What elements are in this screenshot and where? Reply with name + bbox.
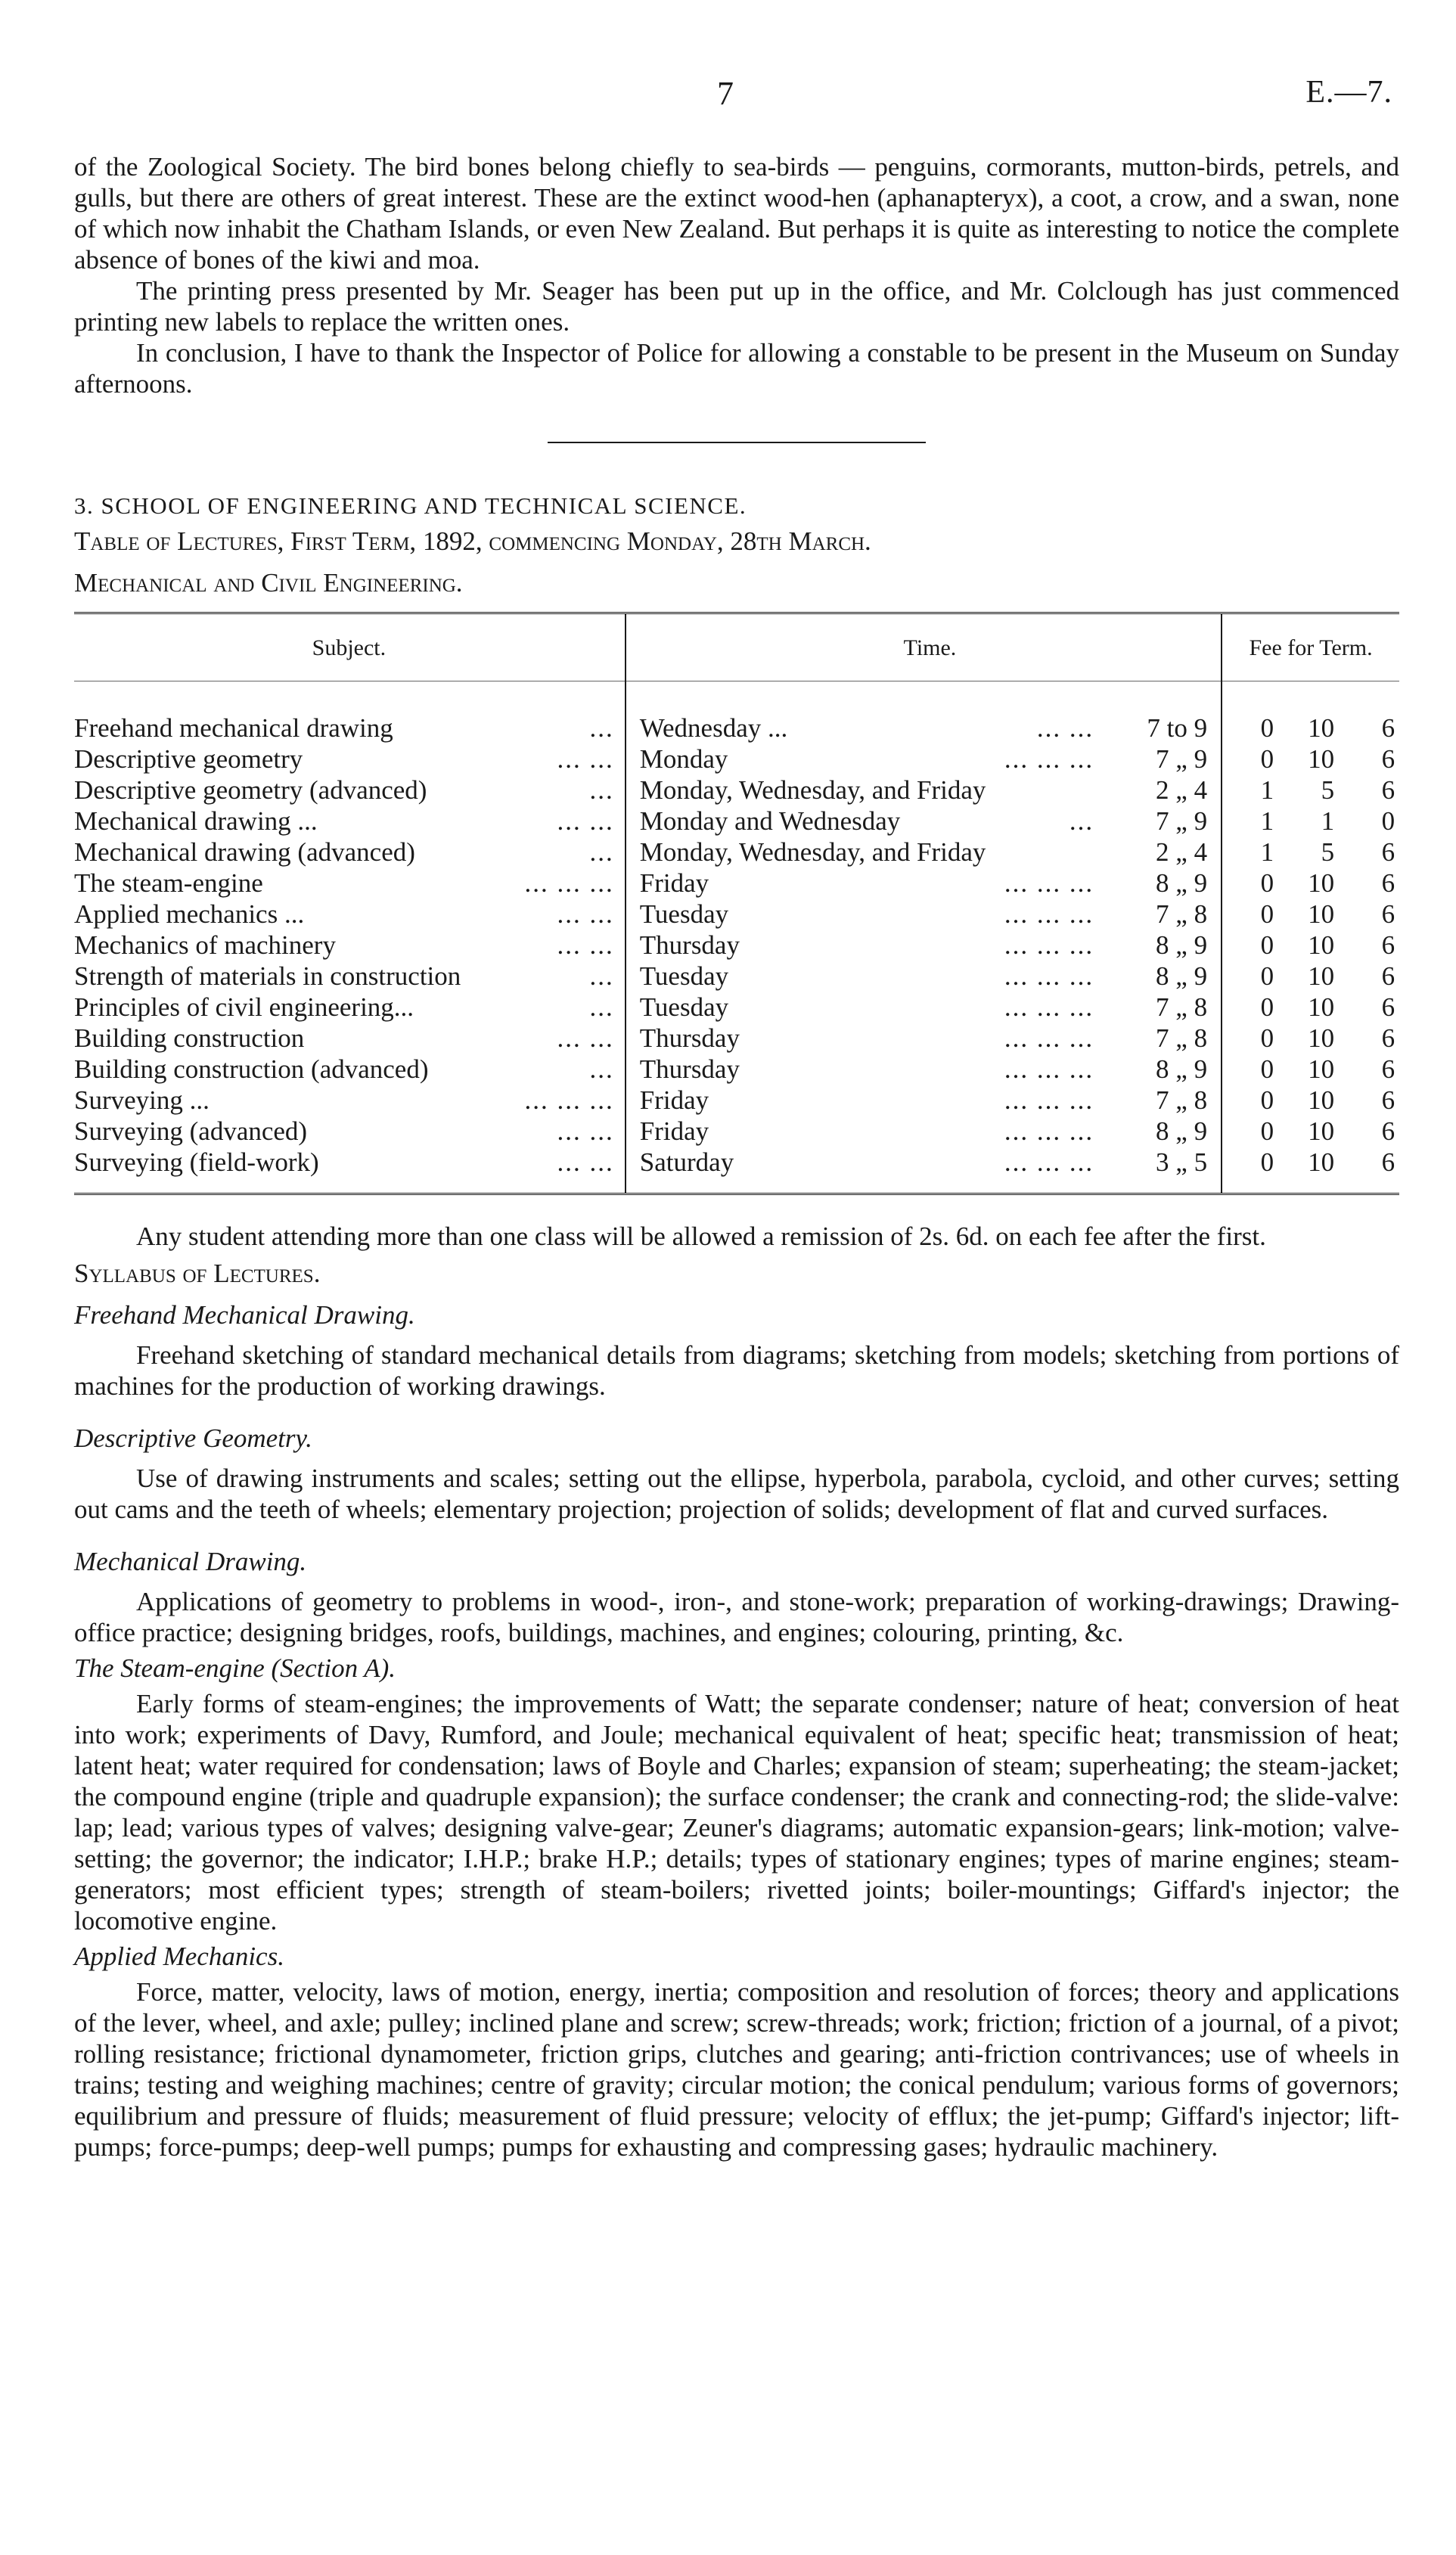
row-hours: 8 „ 9 bbox=[1156, 930, 1208, 960]
leader-dots: ... ... ... bbox=[1004, 1054, 1094, 1084]
fee-pounds: 1 bbox=[1260, 775, 1274, 805]
row-day: Monday and Wednesday bbox=[639, 806, 901, 836]
row-hours: 7 „ 8 bbox=[1156, 992, 1208, 1022]
fee-shillings: 10 bbox=[1308, 1054, 1335, 1084]
row-hours: 2 „ 4 bbox=[1156, 775, 1208, 805]
fee-pence: 6 bbox=[1381, 744, 1395, 774]
section-title: 3. SCHOOL OF ENGINEERING AND TECHNICAL SCIENCE. bbox=[74, 492, 747, 519]
row-subject: Mechanical drawing ... bbox=[74, 806, 318, 836]
fee-pence: 6 bbox=[1381, 1054, 1395, 1084]
intro-paragraph: In conclusion, I have to thank the Inspector of Police for allowing a constable to be present in the Museum on Sunday afternoons. bbox=[74, 338, 1399, 399]
leader-dots: ... ... ... bbox=[1004, 1023, 1094, 1053]
lectures-table bbox=[74, 612, 1399, 1195]
fee-pounds: 0 bbox=[1260, 1054, 1274, 1084]
fee-shillings: 10 bbox=[1308, 1085, 1335, 1115]
table-row bbox=[74, 992, 1399, 1023]
row-hours: 7 „ 9 bbox=[1156, 806, 1208, 836]
row-subject: Mechanical drawing (advanced) bbox=[74, 837, 415, 867]
table-row bbox=[74, 1116, 1399, 1147]
fee-pence: 6 bbox=[1381, 961, 1395, 991]
syllabus-text: Use of drawing instruments and scales; setting out the ellipse, hyperbola, parabola, cycloid, and other curves; setting out cams and the teeth of wheels; elementary projection; projection of solids; development of flat and curved surfaces. bbox=[74, 1464, 1399, 1524]
row-subject: Surveying ... bbox=[74, 1085, 210, 1115]
syllabus-heading: Descriptive Geometry. bbox=[74, 1423, 312, 1453]
leader-dots: ... bbox=[589, 992, 614, 1022]
leader-dots: ... ... ... bbox=[1004, 992, 1094, 1022]
row-day: Monday, Wednesday, and Friday bbox=[639, 775, 986, 805]
fee-pence: 6 bbox=[1381, 1085, 1395, 1115]
leader-dots: ... ... bbox=[557, 899, 614, 929]
row-fee bbox=[1222, 837, 1395, 868]
row-fee bbox=[1222, 806, 1395, 837]
remission-note: Any student attending more than one class will be allowed a remission of 2s. 6d. on each fee after the first. bbox=[136, 1222, 1266, 1251]
row-fee bbox=[1222, 712, 1395, 744]
fee-shillings: 10 bbox=[1308, 930, 1335, 960]
row-subject: Building construction bbox=[74, 1023, 305, 1053]
fee-pounds: 0 bbox=[1260, 1085, 1274, 1115]
fee-shillings: 10 bbox=[1308, 899, 1335, 929]
row-day: Friday bbox=[639, 868, 709, 898]
page-content bbox=[74, 151, 1399, 2162]
row-subject: Descriptive geometry bbox=[74, 744, 303, 774]
fee-pence: 6 bbox=[1381, 899, 1395, 929]
page-number: 7 bbox=[717, 75, 734, 112]
row-fee bbox=[1222, 1116, 1395, 1147]
fee-pounds: 1 bbox=[1260, 806, 1274, 836]
leader-dots: ... bbox=[589, 837, 614, 867]
syllabus-title: Syllabus of Lectures. bbox=[74, 1259, 321, 1288]
row-hours: 3 „ 5 bbox=[1156, 1147, 1208, 1177]
syllabus-text: Freehand sketching of standard mechanical details from diagrams; sketching from models; sketching from portions of machines for the production of working drawings. bbox=[74, 1340, 1399, 1401]
row-subject: The steam-engine bbox=[74, 868, 263, 898]
fee-pounds: 0 bbox=[1260, 899, 1274, 929]
fee-pence: 6 bbox=[1381, 1147, 1395, 1177]
fee-pounds: 0 bbox=[1260, 1116, 1274, 1146]
leader-dots: ... ... ... bbox=[524, 1085, 614, 1115]
row-fee bbox=[1222, 1023, 1395, 1054]
table-row bbox=[74, 806, 1399, 837]
row-hours: 8 „ 9 bbox=[1156, 868, 1208, 898]
document-code: E.—7. bbox=[1305, 75, 1392, 110]
row-fee bbox=[1222, 744, 1395, 775]
leader-dots: ... bbox=[1069, 806, 1094, 836]
fee-pence: 6 bbox=[1381, 1023, 1395, 1053]
intro-paragraph: of the Zoological Society. The bird bones belong chiefly to sea-birds — penguins, cormorants, mutton-birds, petrels, and gulls, but there are others of great interest. These are the extinct wood-hen (aphanapteryx), a coot, a crow, and a swan, none of which now inhabit the Chatham Islands, or even New Zealand. But perhaps it is quite as interesting to notice the complete absence of bones of the kiwi and moa. bbox=[74, 152, 1399, 275]
row-fee bbox=[1222, 899, 1395, 930]
leader-dots: ... ... bbox=[557, 744, 614, 774]
syllabus-heading: The Steam-engine (Section A). bbox=[74, 1653, 396, 1683]
table-row bbox=[74, 744, 1399, 775]
fee-pounds: 1 bbox=[1260, 837, 1274, 867]
fee-pounds: 0 bbox=[1260, 868, 1274, 898]
row-day: Thursday bbox=[639, 1054, 740, 1084]
row-subject: Principles of civil engineering... bbox=[74, 992, 414, 1022]
syllabus-text: Force, matter, velocity, laws of motion, energy, inertia; composition and resolution of forces; theory and applications of the lever, wheel, and axle; pulley; inclined plane and screw; screw-threads; work; friction; friction of a journal, of a pivot; rolling resistance; frictional dynamometer, friction grips, clutches and gearing; anti-friction contrivances; use of wheels in trains; testing and weighing machines; centre of gravity; circular motion; the conical pendulum; various forms of governors; equilibrium and pressure of fluids; measurement of fluid pressure; velocity of efflux; the jet-pump; Giffard's injector; lift-pumps; force-pumps; deep-well pumps; pumps for exhausting and compressing gases; hydraulic machinery. bbox=[74, 1977, 1399, 2162]
leader-dots: ... bbox=[589, 1054, 614, 1084]
leader-dots: ... bbox=[589, 961, 614, 991]
leader-dots: ... ... ... bbox=[1004, 961, 1094, 991]
fee-pence: 6 bbox=[1381, 1116, 1395, 1146]
fee-pounds: 0 bbox=[1260, 1023, 1274, 1053]
table-row bbox=[74, 899, 1399, 930]
table-row bbox=[74, 1023, 1399, 1054]
row-subject: Applied mechanics ... bbox=[74, 899, 305, 929]
table-row bbox=[74, 1085, 1399, 1116]
row-subject: Mechanics of machinery bbox=[74, 930, 336, 960]
fee-shillings: 10 bbox=[1308, 1116, 1335, 1146]
row-hours: 7 to 9 bbox=[1147, 713, 1208, 743]
syllabus-heading: Freehand Mechanical Drawing. bbox=[74, 1300, 415, 1330]
row-subject: Freehand mechanical drawing bbox=[74, 713, 393, 743]
row-subject: Strength of materials in construction bbox=[74, 961, 461, 991]
fee-shillings: 10 bbox=[1308, 961, 1335, 991]
column-header-fee: Fee for Term. bbox=[1222, 613, 1399, 681]
fee-pence: 6 bbox=[1381, 713, 1395, 743]
leader-dots: ... ... bbox=[557, 806, 614, 836]
row-fee bbox=[1222, 868, 1395, 899]
fee-shillings: 10 bbox=[1308, 744, 1335, 774]
leader-dots: ... ... ... bbox=[1004, 1085, 1094, 1115]
leader-dots: ... ... bbox=[1036, 713, 1094, 743]
syllabus-heading: Applied Mechanics. bbox=[74, 1942, 284, 1971]
fee-pounds: 0 bbox=[1260, 992, 1274, 1022]
row-hours: 2 „ 4 bbox=[1156, 837, 1208, 867]
row-day: Tuesday bbox=[639, 961, 729, 991]
row-hours: 7 „ 8 bbox=[1156, 1085, 1208, 1115]
fee-shillings: 5 bbox=[1321, 837, 1335, 867]
fee-pence: 0 bbox=[1381, 806, 1395, 836]
fee-pence: 6 bbox=[1381, 868, 1395, 898]
leader-dots: ... ... ... bbox=[1004, 868, 1094, 898]
leader-dots: ... ... bbox=[557, 1023, 614, 1053]
row-subject: Building construction (advanced) bbox=[74, 1054, 429, 1084]
table-row bbox=[74, 1054, 1399, 1085]
leader-dots: ... ... ... bbox=[1004, 899, 1094, 929]
fee-shillings: 10 bbox=[1308, 713, 1335, 743]
row-fee bbox=[1222, 1085, 1395, 1116]
row-subject: Descriptive geometry (advanced) bbox=[74, 775, 427, 805]
row-fee bbox=[1222, 961, 1395, 992]
row-day: Tuesday bbox=[639, 899, 729, 929]
table-row bbox=[74, 1147, 1399, 1194]
row-day: Thursday bbox=[639, 930, 740, 960]
syllabus-sections bbox=[74, 1289, 1399, 2162]
fee-shillings: 10 bbox=[1308, 992, 1335, 1022]
leader-dots: ... ... bbox=[557, 930, 614, 960]
table-row bbox=[74, 837, 1399, 868]
table-row bbox=[74, 775, 1399, 806]
leader-dots: ... ... ... bbox=[1004, 1147, 1094, 1177]
leader-dots: ... ... ... bbox=[1004, 744, 1094, 774]
row-day: Tuesday bbox=[639, 992, 729, 1022]
fee-pounds: 0 bbox=[1260, 961, 1274, 991]
row-hours: 8 „ 9 bbox=[1156, 1054, 1208, 1084]
fee-pence: 6 bbox=[1381, 837, 1395, 867]
row-hours: 8 „ 9 bbox=[1156, 1116, 1208, 1146]
row-day: Saturday bbox=[639, 1147, 734, 1177]
row-day: Monday bbox=[639, 744, 728, 774]
row-fee bbox=[1222, 775, 1395, 806]
row-fee bbox=[1222, 992, 1395, 1023]
intro-paragraph: The printing press presented by Mr. Seager has been put up in the office, and Mr. Colclough has just commenced printing new labels to replace the written ones. bbox=[74, 276, 1399, 337]
row-day: Thursday bbox=[639, 1023, 740, 1053]
fee-pence: 6 bbox=[1381, 775, 1395, 805]
leader-dots: ... ... ... bbox=[1004, 1116, 1094, 1146]
row-day: Monday, Wednesday, and Friday bbox=[639, 837, 986, 867]
row-subject: Surveying (field-work) bbox=[74, 1147, 319, 1177]
fee-pounds: 0 bbox=[1260, 713, 1274, 743]
fee-pounds: 0 bbox=[1260, 930, 1274, 960]
syllabus-heading: Mechanical Drawing. bbox=[74, 1547, 307, 1576]
fee-shillings: 10 bbox=[1308, 1023, 1335, 1053]
row-fee bbox=[1222, 930, 1395, 961]
fee-pence: 6 bbox=[1381, 930, 1395, 960]
fee-pence: 6 bbox=[1381, 992, 1395, 1022]
fee-pounds: 0 bbox=[1260, 744, 1274, 774]
fee-shillings: 10 bbox=[1308, 1147, 1335, 1177]
table-subcaption: Mechanical and Civil Engineering. bbox=[74, 568, 463, 598]
row-fee bbox=[1222, 1147, 1395, 1178]
fee-shillings: 5 bbox=[1321, 775, 1335, 805]
row-hours: 8 „ 9 bbox=[1156, 961, 1208, 991]
leader-dots: ... bbox=[589, 713, 614, 743]
leader-dots: ... ... ... bbox=[524, 868, 614, 898]
table-row bbox=[74, 868, 1399, 899]
row-day: Friday bbox=[639, 1085, 709, 1115]
table-row bbox=[74, 961, 1399, 992]
table-caption: Table of Lectures, First Term, 1892, commencing Monday, 28th March. bbox=[74, 526, 871, 556]
column-header-subject: Subject. bbox=[312, 635, 387, 660]
fee-shillings: 1 bbox=[1321, 806, 1335, 836]
row-fee bbox=[1222, 1054, 1395, 1085]
table-header-row bbox=[74, 613, 1399, 681]
row-hours: 7 „ 8 bbox=[1156, 1023, 1208, 1053]
syllabus-text: Applications of geometry to problems in wood-, iron-, and stone-work; preparation of working-drawings; Drawing-office practice; designing bridges, roofs, buildings, machines, and engines; colouring, printing, &c. bbox=[74, 1587, 1399, 1647]
leader-dots: ... ... ... bbox=[1004, 930, 1094, 960]
row-day: Wednesday ... bbox=[639, 713, 788, 743]
leader-dots: ... ... bbox=[557, 1116, 614, 1146]
leader-dots: ... ... bbox=[557, 1147, 614, 1177]
row-subject: Surveying (advanced) bbox=[74, 1116, 308, 1146]
leader-dots: ... bbox=[589, 775, 614, 805]
table-body bbox=[74, 681, 1399, 1194]
row-hours: 7 „ 9 bbox=[1156, 744, 1208, 774]
table-row bbox=[74, 930, 1399, 961]
syllabus-text: Early forms of steam-engines; the improvements of Watt; the separate condenser; nature of heat; conversion of heat into work; experiments of Davy, Rumford, and Joule; mechanical equivalent of heat; specific heat; transmission of heat; latent heat; water required for condensation; laws of Boyle and Charles; expansion of steam; superheating; the steam-jacket; the compound engine (triple and quadruple expansion); the surface condenser; the crank and connecting-rod; the slide-valve: lap; lead; various types of valves; designing valve-gear; Zeuner's diagrams; automatic expansion-gears; link-motion; valve-setting; the governor; the indicator; I.H.P.; brake H.P.; details; types of stationary engines; types of marine engines; steam-generators; most efficient types; strength of steam-boilers; rivetted joints; boiler-mountings; Giffard's injector; the locomotive engine. bbox=[74, 1689, 1399, 1936]
row-hours: 7 „ 8 bbox=[1156, 899, 1208, 929]
column-header-time: Time. bbox=[626, 613, 1222, 681]
table-row bbox=[74, 712, 1399, 744]
fee-shillings: 10 bbox=[1308, 868, 1335, 898]
row-day: Friday bbox=[639, 1116, 709, 1146]
fee-pounds: 0 bbox=[1260, 1147, 1274, 1177]
